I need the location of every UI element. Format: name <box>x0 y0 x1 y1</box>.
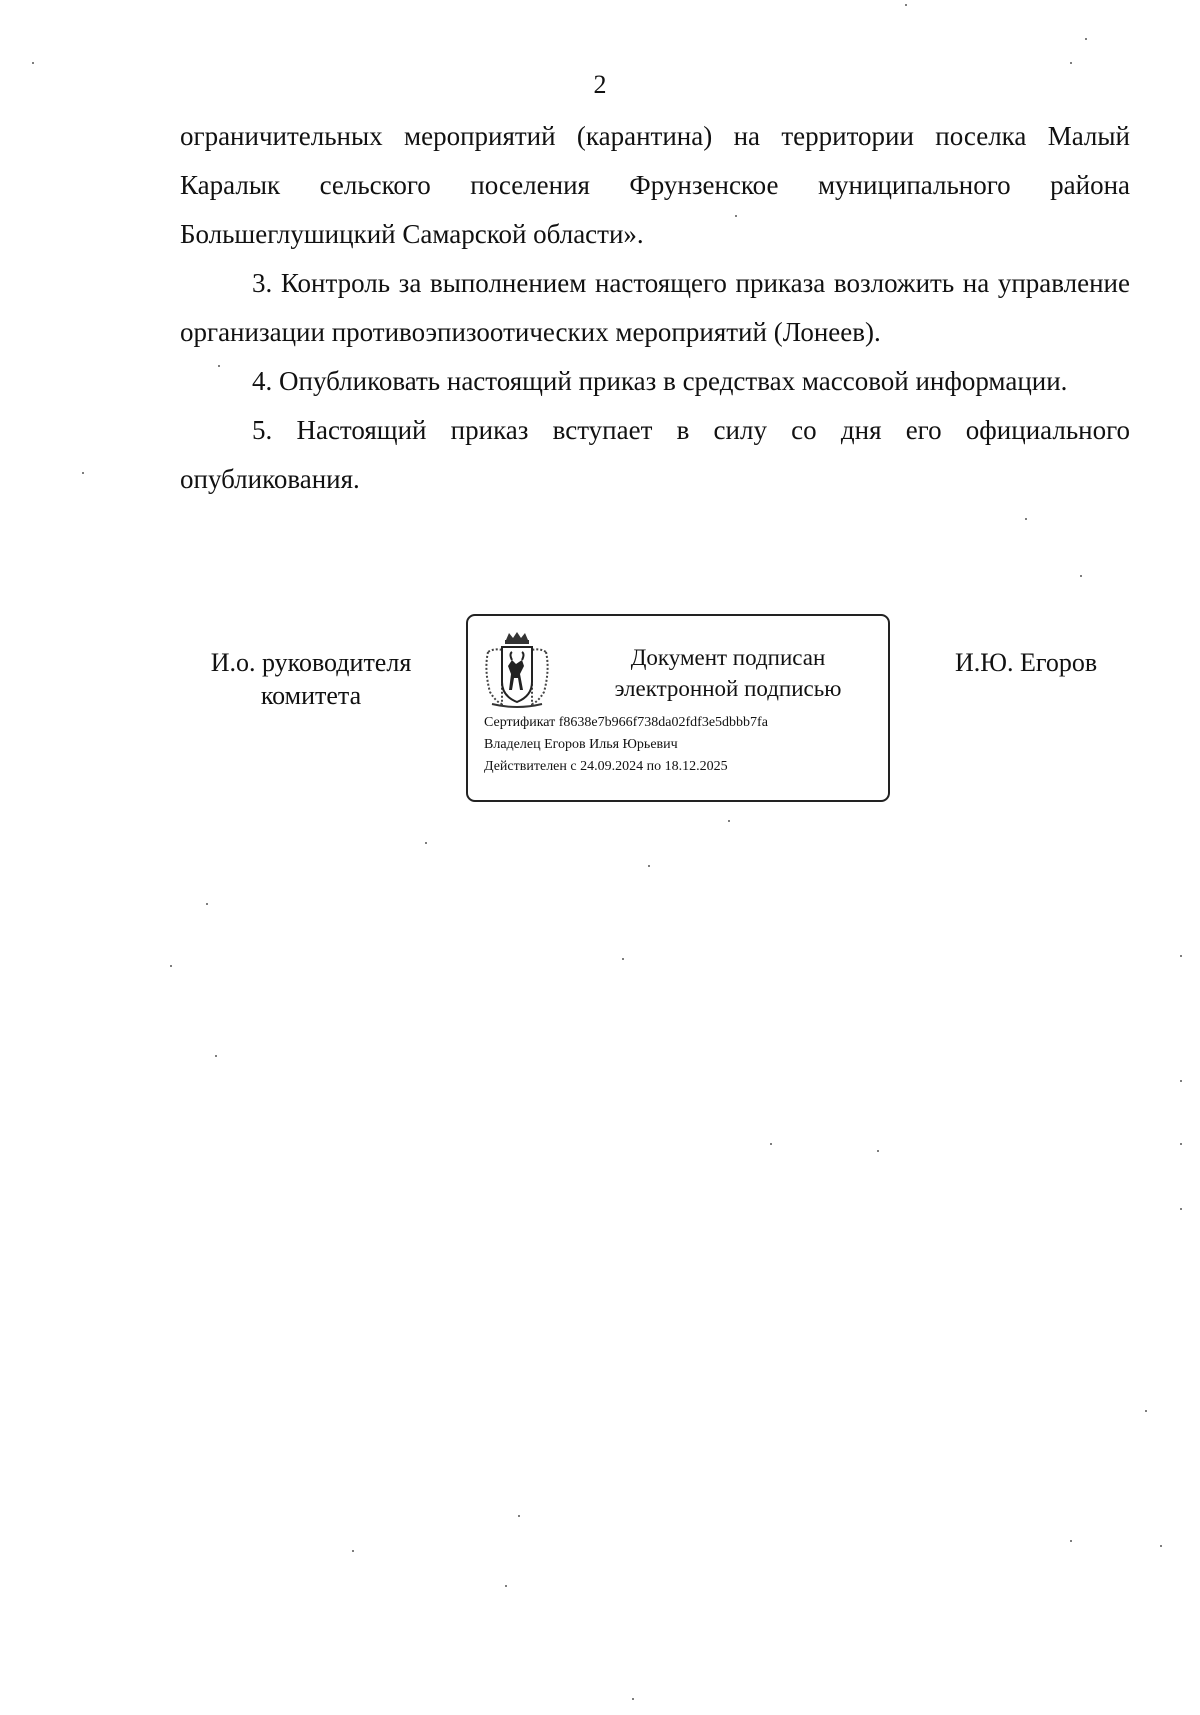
scan-speck <box>352 1550 354 1552</box>
scan-speck <box>215 1055 217 1057</box>
page-number: 2 <box>593 70 607 99</box>
document-body <box>180 112 1130 504</box>
scan-speck <box>32 62 34 64</box>
scan-speck <box>425 842 427 844</box>
paragraph-continuation: ограничительных мероприятий (карантина) на территории поселка Малый Каралык сельского поселения Фрунзенское муниципального района Большеглушицкий Самарской области». <box>180 121 1130 249</box>
scan-speck <box>1145 1410 1147 1412</box>
paragraph-effective-date: 5. Настоящий приказ вступает в силу со дня его официального опубликования. <box>180 415 1130 494</box>
stamp-validity: Действителен с 24.09.2024 по 18.12.2025 <box>484 759 728 774</box>
scan-speck <box>622 958 624 960</box>
signatory-position-line1: И.о. руководителя <box>210 648 412 677</box>
samara-region-coat-of-arms-icon <box>482 630 552 710</box>
scan-speck <box>1070 1540 1072 1542</box>
scan-speck <box>735 215 737 217</box>
scan-speck <box>877 1150 879 1152</box>
scan-speck <box>632 1698 634 1700</box>
scan-speck <box>1025 518 1027 520</box>
stamp-heading-line2: электронной подписью <box>614 676 842 701</box>
scan-speck <box>1070 62 1072 64</box>
stamp-heading-line1: Документ подписан <box>630 645 826 670</box>
scan-speck <box>648 865 650 867</box>
scan-speck <box>206 903 208 905</box>
stamp-certificate: Сертификат f8638e7b966f738da02fdf3e5dbbb7fa <box>484 715 768 730</box>
electronic-signature-stamp <box>466 614 890 802</box>
scan-speck <box>1160 1545 1162 1547</box>
stamp-details <box>484 712 768 778</box>
scan-speck <box>770 1143 772 1145</box>
scan-speck <box>1180 1143 1182 1145</box>
scan-speck <box>1080 575 1082 577</box>
scan-speck <box>1180 955 1182 957</box>
stamp-owner: Владелец Егоров Илья Юрьевич <box>484 737 678 752</box>
stamp-heading <box>578 642 878 704</box>
signatory-position <box>190 646 432 712</box>
scan-speck <box>728 820 730 822</box>
scan-speck <box>1180 1080 1182 1082</box>
scan-speck <box>1180 1208 1182 1210</box>
scan-speck <box>905 4 907 6</box>
scan-speck <box>505 1585 507 1587</box>
scan-speck <box>518 1515 520 1517</box>
scan-speck <box>1085 38 1087 40</box>
paragraph-publish: 4. Опубликовать настоящий приказ в средствах массовой информации. <box>252 366 1068 396</box>
signatory-position-line2: комитета <box>260 681 362 710</box>
scan-speck <box>82 472 84 474</box>
scan-speck <box>170 965 172 967</box>
scan-speck <box>218 365 220 367</box>
paragraph-control: 3. Контроль за выполнением настоящего приказа возложить на управление организации противоэпизоотических мероприятий (Лонеев). <box>180 268 1130 347</box>
signer-name: И.Ю. Егоров <box>955 648 1098 677</box>
